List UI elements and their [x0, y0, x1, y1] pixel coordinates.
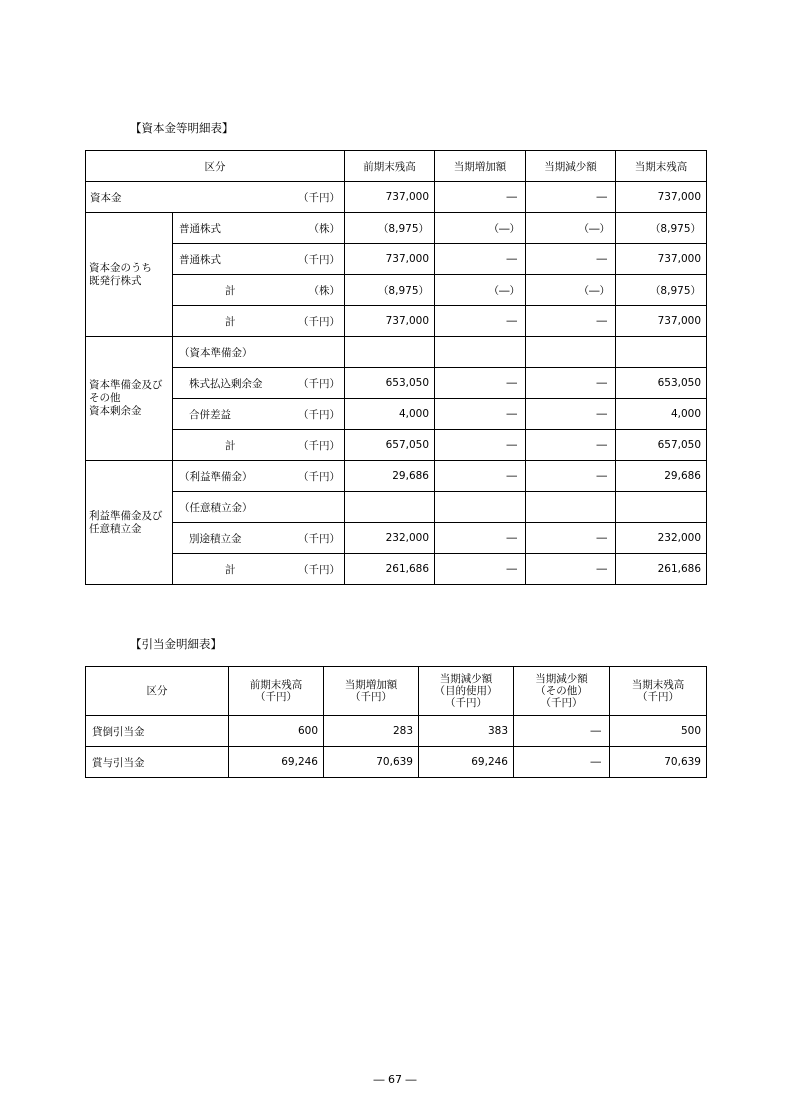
header-line: 当期増加額	[344, 679, 398, 691]
row-label	[86, 182, 345, 213]
header-line: （その他）	[535, 685, 588, 697]
row-label: 賞与引当金	[86, 747, 229, 778]
cell-increase: ―	[435, 554, 526, 585]
item-label: 合併差益	[189, 408, 231, 421]
cell-end-balance: 657,050	[616, 430, 707, 461]
unit-label: （千円）	[298, 191, 340, 204]
group-label: 資本金	[90, 191, 122, 204]
cell-decrease: ―	[526, 182, 616, 213]
header-prev-balance: 前期末残高	[345, 151, 435, 182]
table-row	[86, 747, 707, 778]
header-line: 前期末残高	[249, 679, 303, 691]
cell-increase: ―	[435, 244, 526, 275]
item-label: 計	[225, 315, 236, 328]
cell-decrease: ―	[526, 306, 616, 337]
group-label-retained	[86, 461, 173, 585]
cell-prev-balance: 737,000	[345, 182, 435, 213]
header-increase	[324, 667, 419, 716]
item-label: 計	[225, 563, 236, 576]
cell-prev-balance: 232,000	[345, 523, 435, 554]
header-category	[86, 667, 229, 716]
cell-end-balance: 261,686	[616, 554, 707, 585]
table-row	[86, 716, 707, 747]
item-label: 計	[225, 284, 236, 297]
item-label: 計	[225, 439, 236, 452]
unit-label: （千円）	[298, 563, 340, 576]
row-label	[173, 306, 345, 337]
unit-label: （株）	[308, 222, 340, 235]
cell-increase	[435, 337, 526, 368]
table-row	[86, 337, 707, 368]
cell-increase: ―	[435, 430, 526, 461]
cell-increase: （―）	[435, 275, 526, 306]
table-row	[86, 213, 707, 244]
cell-increase: ―	[435, 182, 526, 213]
row-label	[173, 337, 345, 368]
header-end-balance	[610, 667, 707, 716]
cell-end-balance: 232,000	[616, 523, 707, 554]
allowance-table-title: 【引当金明細表】	[130, 637, 222, 651]
row-label	[173, 275, 345, 306]
cell-decrease-purpose: 69,246	[419, 747, 514, 778]
item-label: 普通株式	[179, 222, 221, 235]
header-line: （千円）	[445, 697, 487, 709]
cell-prev-balance: 737,000	[345, 306, 435, 337]
table-row	[86, 275, 707, 306]
header-line: 当期末残高	[631, 679, 685, 691]
cell-end-balance: 4,000	[616, 399, 707, 430]
table-row	[86, 368, 707, 399]
header-prev-balance	[229, 667, 324, 716]
cell-increase: ―	[435, 399, 526, 430]
cell-decrease: ―	[526, 399, 616, 430]
capital-table-title: 【資本金等明細表】	[130, 121, 234, 135]
table-row	[86, 244, 707, 275]
row-label	[173, 523, 345, 554]
unit-label: （千円）	[298, 532, 340, 545]
group-line: 利益準備金及び	[89, 509, 163, 522]
header-decrease-other	[514, 667, 610, 716]
row-label	[173, 461, 345, 492]
cell-end-balance: 653,050	[616, 368, 707, 399]
cell-decrease: ―	[526, 430, 616, 461]
item-label: 別途積立金	[189, 532, 242, 545]
cell-increase: 70,639	[324, 747, 419, 778]
item-label: （資本準備金）	[179, 346, 253, 359]
header-line: 当期減少額	[535, 673, 588, 685]
cell-end-balance: 737,000	[616, 182, 707, 213]
cell-decrease: ―	[526, 461, 616, 492]
unit-label: （千円）	[298, 439, 340, 452]
group-line: 資本剰余金	[89, 405, 142, 417]
group-line: その他	[89, 392, 121, 404]
cell-prev-balance: 737,000	[345, 244, 435, 275]
item-label: （利益準備金）	[179, 470, 253, 483]
capital-table	[85, 150, 707, 585]
group-line: 任意積立金	[89, 522, 142, 535]
cell-decrease-purpose: 383	[419, 716, 514, 747]
cell-decrease: ―	[526, 244, 616, 275]
header-decrease: 当期減少額	[526, 151, 616, 182]
cell-decrease: （―）	[526, 275, 616, 306]
item-label: 株式払込剰余金	[189, 377, 263, 390]
header-line: （千円）	[350, 691, 392, 703]
table-row	[86, 430, 707, 461]
unit-label: （千円）	[298, 253, 340, 266]
table-row	[86, 182, 707, 213]
cell-end-balance: 500	[610, 716, 707, 747]
table-row	[86, 399, 707, 430]
group-line: 既発行株式	[89, 274, 142, 287]
page-number: ― 67 ―	[373, 1073, 417, 1086]
cell-decrease-other: ―	[514, 716, 610, 747]
cell-increase	[435, 492, 526, 523]
header-line: （千円）	[255, 691, 297, 703]
cell-decrease	[526, 337, 616, 368]
group-line: 資本金のうち	[89, 261, 152, 274]
cell-decrease: ―	[526, 554, 616, 585]
cell-decrease: （―）	[526, 213, 616, 244]
header-line: （目的使用）	[434, 685, 498, 697]
cell-prev-balance: 657,050	[345, 430, 435, 461]
row-label	[173, 492, 345, 523]
cell-end-balance: 70,639	[610, 747, 707, 778]
group-label-surplus	[86, 337, 173, 461]
header-line: 区分	[146, 685, 168, 697]
cell-prev-balance: 69,246	[229, 747, 324, 778]
group-label-shares	[86, 213, 173, 337]
cell-decrease-other: ―	[514, 747, 610, 778]
header-line: 当期減少額	[439, 673, 493, 685]
table-row	[86, 554, 707, 585]
cell-end-balance: （8,975）	[616, 275, 707, 306]
unit-label: （千円）	[298, 470, 340, 483]
cell-end-balance	[616, 492, 707, 523]
cell-prev-balance: 4,000	[345, 399, 435, 430]
cell-increase: ―	[435, 461, 526, 492]
row-label	[173, 368, 345, 399]
cell-decrease	[526, 492, 616, 523]
unit-label: （千円）	[298, 408, 340, 421]
cell-prev-balance	[345, 337, 435, 368]
cell-decrease: ―	[526, 523, 616, 554]
unit-label: （株）	[308, 284, 340, 297]
cell-end-balance	[616, 337, 707, 368]
allowance-table	[85, 666, 707, 778]
cell-prev-balance: 261,686	[345, 554, 435, 585]
cell-prev-balance: 600	[229, 716, 324, 747]
cell-end-balance: 737,000	[616, 244, 707, 275]
table-row	[86, 492, 707, 523]
row-label	[173, 213, 345, 244]
cell-prev-balance: （8,975）	[345, 275, 435, 306]
cell-increase: （―）	[435, 213, 526, 244]
cell-end-balance: 737,000	[616, 306, 707, 337]
cell-prev-balance: （8,975）	[345, 213, 435, 244]
allowance-header-row	[86, 667, 707, 716]
cell-decrease: ―	[526, 368, 616, 399]
table-row	[86, 461, 707, 492]
item-label: 普通株式	[179, 253, 221, 266]
header-increase: 当期増加額	[435, 151, 526, 182]
capital-header-row	[86, 151, 707, 182]
header-category: 区分	[86, 151, 345, 182]
row-label	[173, 554, 345, 585]
row-label: 貸倒引当金	[86, 716, 229, 747]
cell-increase: 283	[324, 716, 419, 747]
header-decrease-purpose	[419, 667, 514, 716]
table-row	[86, 523, 707, 554]
cell-increase: ―	[435, 368, 526, 399]
header-end-balance: 当期末残高	[616, 151, 707, 182]
cell-increase: ―	[435, 523, 526, 554]
header-line: （千円）	[637, 691, 679, 703]
row-label	[173, 244, 345, 275]
table-row	[86, 306, 707, 337]
cell-prev-balance: 29,686	[345, 461, 435, 492]
cell-end-balance: 29,686	[616, 461, 707, 492]
unit-label: （千円）	[298, 377, 340, 390]
row-label	[173, 399, 345, 430]
header-line: （千円）	[540, 697, 583, 709]
cell-prev-balance	[345, 492, 435, 523]
cell-increase: ―	[435, 306, 526, 337]
cell-end-balance: （8,975）	[616, 213, 707, 244]
unit-label: （千円）	[298, 315, 340, 328]
item-label: （任意積立金）	[179, 501, 253, 514]
cell-prev-balance: 653,050	[345, 368, 435, 399]
row-label	[173, 430, 345, 461]
group-line: 資本準備金及び	[89, 379, 163, 391]
